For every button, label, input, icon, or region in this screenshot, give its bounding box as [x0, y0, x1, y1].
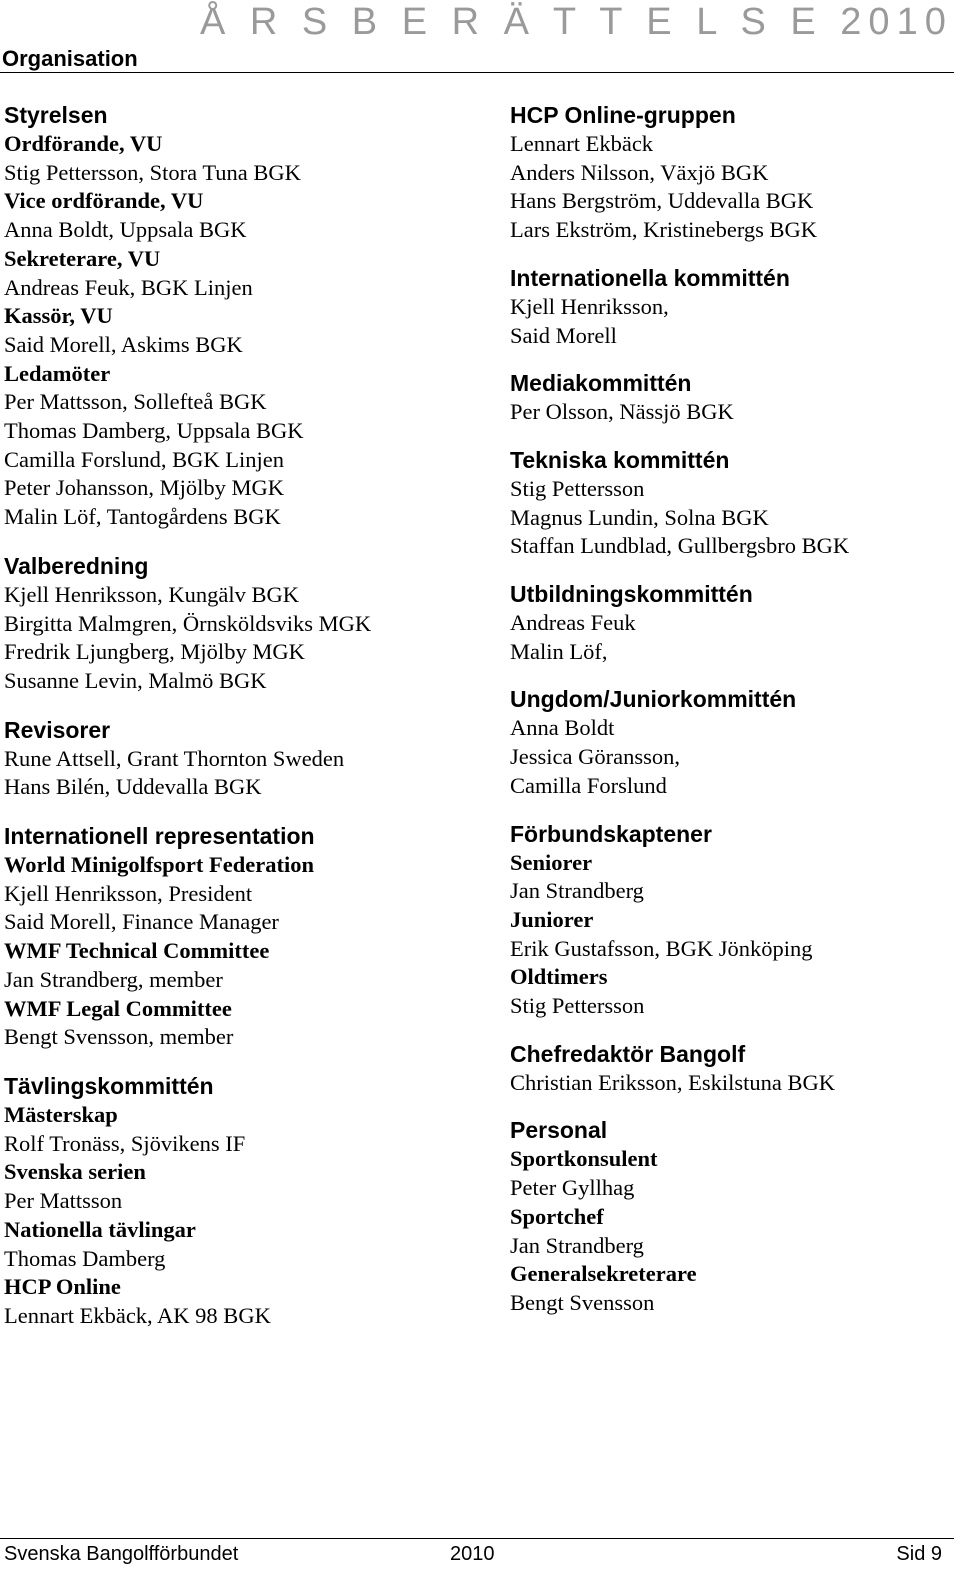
- role-label: Juniorer: [510, 906, 594, 932]
- section-heading: Tävlingskommittén: [4, 1072, 214, 1099]
- section-heading: Internationella kommittén: [510, 264, 790, 291]
- member-entry: Bengt Svensson, member: [4, 1024, 234, 1050]
- role-label: Mästerskap: [4, 1101, 118, 1127]
- member-entry: Camilla Forslund, BGK Linjen: [4, 446, 284, 472]
- member-entry: Bengt Svensson: [510, 1289, 655, 1315]
- member-entry: Magnus Lundin, Solna BGK: [510, 504, 769, 530]
- member-entry: Per Mattsson: [4, 1188, 123, 1214]
- report-title: Å R S B E R Ä T T E L S E 2010: [200, 1, 953, 43]
- section-heading: Styrelsen: [4, 102, 108, 128]
- left-column: [4, 100, 484, 1331]
- role-label: WMF Technical Committee: [4, 938, 270, 964]
- role-label: Ordförande, VU: [4, 131, 163, 156]
- section-heading: Förbundskaptener: [510, 820, 712, 847]
- group-internationella-kommitten: [510, 263, 955, 350]
- section-heading: Personal: [510, 1117, 608, 1144]
- section-heading: Ungdom/Juniorkommittén: [510, 686, 797, 713]
- group-chefredaktor-bangolf: [510, 1039, 955, 1098]
- role-label: Sekreterare, VU: [4, 245, 161, 271]
- member-entry: Staffan Lundblad, Gullbergsbro BGK: [510, 533, 850, 559]
- role-label: Svenska serien: [4, 1159, 146, 1185]
- section-heading: Utbildningskommittén: [510, 581, 753, 608]
- role-label: WMF Legal Committee: [4, 995, 232, 1021]
- member-entry: Lars Ekström, Kristinebergs BGK: [510, 217, 818, 243]
- role-label: Nationella tävlingar: [4, 1216, 196, 1242]
- member-entry: Anna Boldt: [510, 715, 615, 741]
- member-entry: Anders Nilsson, Växjö BGK: [510, 159, 769, 185]
- group-revisorer: [4, 715, 484, 802]
- group-styrelsen: [4, 100, 484, 532]
- role-label: HCP Online: [4, 1274, 121, 1300]
- group-internationell-representation: [4, 821, 484, 1052]
- group-forbundskaptener: [510, 819, 955, 1021]
- section-title: Organisation: [2, 46, 138, 71]
- section-heading: Tekniska kommittén: [510, 446, 730, 473]
- section-heading: Chefredaktör Bangolf: [510, 1040, 746, 1067]
- header-divider: [0, 72, 954, 73]
- role-label: Sportkonsulent: [510, 1146, 658, 1172]
- member-entry: Rolf Tronäss, Sjövikens IF: [4, 1130, 246, 1156]
- footer-divider: [0, 1538, 954, 1539]
- member-entry: Birgitta Malmgren, Örnsköldsviks MGK: [4, 610, 372, 636]
- member-entry: Erik Gustafsson, BGK Jönköping: [510, 935, 813, 961]
- role-label: Sportchef: [510, 1203, 604, 1229]
- role-label: Oldtimers: [510, 964, 608, 990]
- group-hcp-online-gruppen: [510, 100, 955, 245]
- member-entry: Andreas Feuk: [510, 610, 636, 636]
- right-column: [510, 100, 955, 1318]
- member-entry: Jan Strandberg: [510, 878, 644, 904]
- section-heading: Mediakommittén: [510, 370, 692, 397]
- section-heading: Valberedning: [4, 552, 149, 579]
- member-entry: Per Mattsson, Sollefteå BGK: [4, 389, 267, 415]
- role-label: Seniorer: [510, 849, 593, 875]
- group-mediakommitten: [510, 368, 955, 427]
- member-entry: Anna Boldt, Uppsala BGK: [4, 217, 247, 243]
- group-personal: [510, 1115, 955, 1317]
- member-entry: Said Morell, Askims BGK: [4, 331, 243, 357]
- member-entry: Stig Pettersson: [510, 993, 645, 1019]
- group-tekniska-kommitten: [510, 445, 955, 561]
- group-valberedning: [4, 551, 484, 696]
- group-ungdom-juniorkommitten: [510, 684, 955, 800]
- role-label: Kassör, VU: [4, 303, 113, 329]
- member-entry: Susanne Levin, Malmö BGK: [4, 667, 267, 693]
- member-entry: Kjell Henriksson, President: [4, 880, 253, 906]
- member-entry: Lennart Ekbäck, AK 98 BGK: [4, 1302, 271, 1328]
- section-heading: Revisorer: [4, 716, 111, 743]
- member-entry: Malin Löf,: [510, 638, 608, 664]
- role-label: Ledamöter: [4, 360, 111, 386]
- member-entry: Hans Bergström, Uddevalla BGK: [510, 188, 814, 214]
- member-entry: Thomas Damberg, Uppsala BGK: [4, 418, 304, 444]
- member-entry: Rune Attsell, Grant Thornton Sweden: [4, 745, 345, 771]
- member-entry: Peter Johansson, Mjölby MGK: [4, 475, 284, 501]
- member-entry: Per Olsson, Nässjö BGK: [510, 399, 734, 425]
- member-entry: Said Morell, Finance Manager: [4, 909, 279, 935]
- member-entry: Kjell Henriksson,: [510, 293, 669, 319]
- member-entry: Christian Eriksson, Eskilstuna BGK: [510, 1069, 835, 1095]
- group-utbildningskommitten: [510, 579, 955, 666]
- member-entry: Thomas Damberg: [4, 1245, 166, 1271]
- footer-page-number: Sid 9: [896, 1543, 942, 1565]
- member-entry: Stig Pettersson: [510, 475, 645, 501]
- footer-organization: Svenska Bangolfförbundet: [4, 1543, 239, 1565]
- member-entry: Jessica Göransson,: [510, 744, 680, 770]
- section-heading: HCP Online-gruppen: [510, 102, 736, 128]
- member-entry: Camilla Forslund: [510, 772, 667, 798]
- role-label: Vice ordförande, VU: [4, 188, 204, 214]
- member-entry: Andreas Feuk, BGK Linjen: [4, 274, 253, 300]
- member-entry: Malin Löf, Tantogårdens BGK: [4, 504, 281, 530]
- member-entry: Jan Strandberg, member: [4, 966, 223, 992]
- member-entry: Kjell Henriksson, Kungälv BGK: [4, 581, 299, 607]
- footer-year: 2010: [450, 1543, 495, 1565]
- role-label: Generalsekreterare: [510, 1261, 697, 1287]
- member-entry: Fredrik Ljungberg, Mjölby MGK: [4, 639, 305, 665]
- member-entry: Stig Pettersson, Stora Tuna BGK: [4, 159, 301, 185]
- role-label: World Minigolfsport Federation: [4, 852, 314, 878]
- member-entry: Said Morell: [510, 322, 617, 348]
- member-entry: Peter Gyllhag: [510, 1175, 635, 1201]
- member-entry: Lennart Ekbäck: [510, 131, 654, 156]
- member-entry: Hans Bilén, Uddevalla BGK: [4, 774, 262, 800]
- group-tavlingskommitten: [4, 1071, 484, 1331]
- member-entry: Jan Strandberg: [510, 1232, 644, 1258]
- section-heading: Internationell representation: [4, 823, 315, 850]
